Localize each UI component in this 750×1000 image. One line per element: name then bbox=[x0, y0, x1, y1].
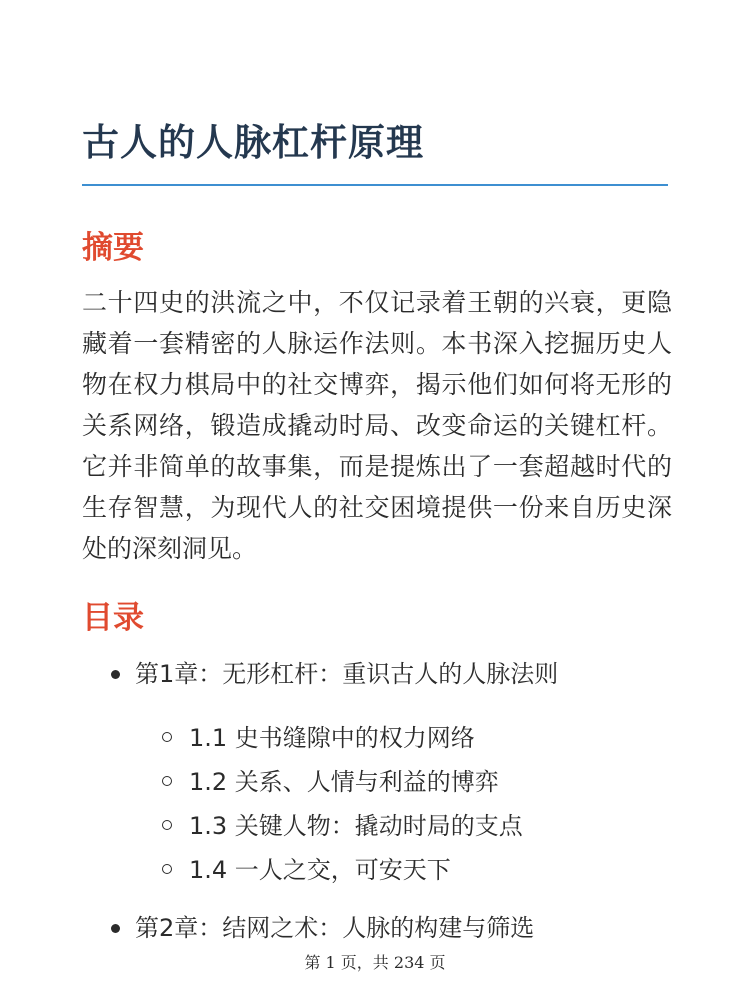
abstract-text: 二十四史的洪流之中，不仅记录着王朝的兴衰，更隐藏着一套精密的人脉运作法则。本书深入挖掘历史人物在权力棋局中的社交博弈，揭示他们如何将无形的关系网络，锻造成撬动时局、改变命运的关键杠杆。它并非简单的故事集，而是提炼出了一套超越时代的生存智慧，为现代人的社交困境提供一份来自历史深处的深刻洞见。 bbox=[82, 288, 672, 563]
toc-section-label: 1.4 一人之交，可安天下 bbox=[189, 856, 451, 884]
toc-section-item bbox=[0, 804, 750, 848]
filled-bullet-icon bbox=[111, 924, 120, 933]
toc-section-item bbox=[0, 848, 750, 892]
hollow-bullet-icon bbox=[162, 820, 172, 830]
toc-chapter-label: 第1章：无形杠杆：重识古人的人脉法则 bbox=[135, 660, 559, 688]
title-divider bbox=[82, 184, 668, 186]
filled-bullet-icon bbox=[111, 670, 120, 679]
toc-chapter-1-sections bbox=[0, 716, 750, 892]
page-title: 古人的人脉杠杆原理 bbox=[82, 121, 424, 164]
hollow-bullet-icon bbox=[162, 776, 172, 786]
toc-section-list bbox=[0, 716, 750, 892]
toc-section-label: 1.3 关键人物：撬动时局的支点 bbox=[189, 812, 523, 840]
toc-section-label: 1.2 关系、人情与利益的博弈 bbox=[189, 768, 499, 796]
toc-heading: 目录 bbox=[82, 600, 144, 636]
toc-section-item bbox=[0, 716, 750, 760]
toc-section-item bbox=[0, 760, 750, 804]
toc-spacer bbox=[0, 696, 750, 716]
toc-chapter-label: 第2章：结网之术：人脉的构建与筛选 bbox=[135, 914, 535, 942]
table-of-contents bbox=[0, 652, 750, 950]
toc-spacer bbox=[0, 892, 750, 906]
hollow-bullet-icon bbox=[162, 732, 172, 742]
toc-section-label: 1.1 史书缝隙中的权力网络 bbox=[189, 724, 475, 752]
abstract-heading: 摘要 bbox=[82, 230, 144, 266]
toc-chapter-1 bbox=[0, 652, 750, 696]
toc-chapter-2 bbox=[0, 906, 750, 950]
page-footer: 第 1 页，共 234 页 bbox=[304, 953, 446, 972]
hollow-bullet-icon bbox=[162, 864, 172, 874]
